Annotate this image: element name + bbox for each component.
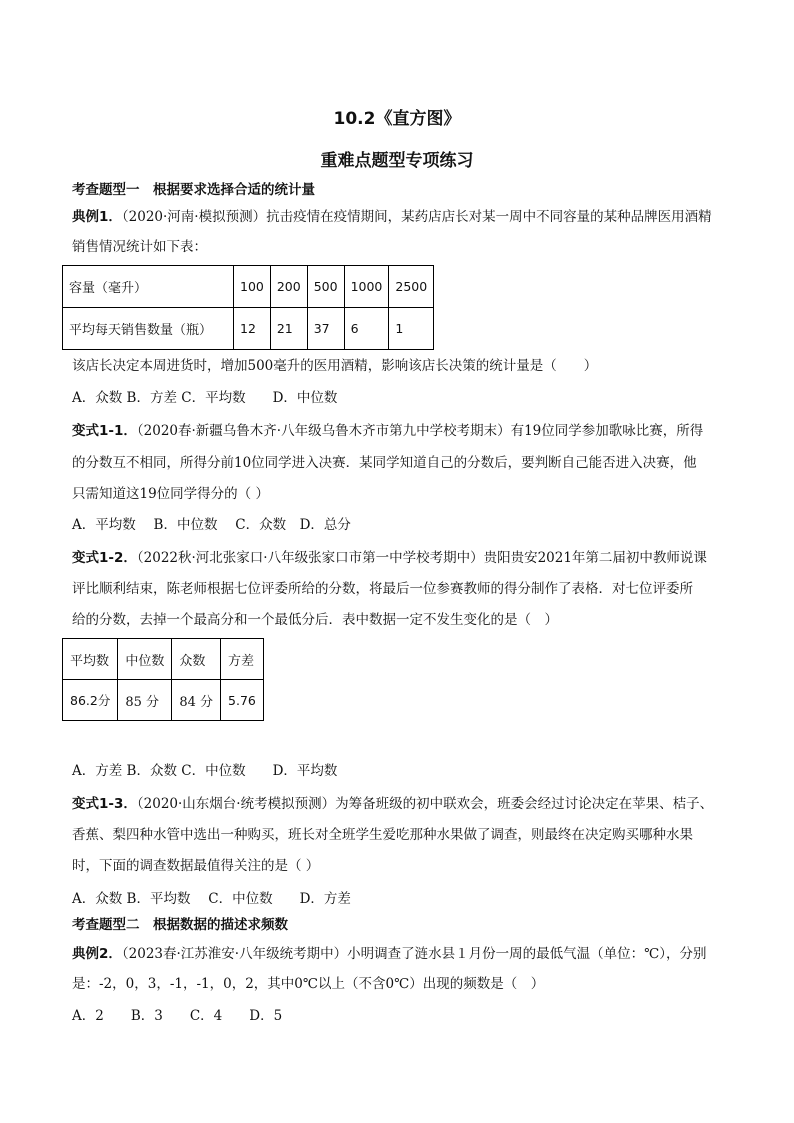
variant1-label: 变式1-1． xyxy=(72,423,137,439)
sales-table xyxy=(62,265,434,350)
section2-heading: 考查题型二 根据数据的描述求频数 xyxy=(72,917,288,933)
page-title: 10.2《直方图》 xyxy=(333,109,461,129)
variant1-line1 xyxy=(72,422,732,440)
variant3-line3: 时，下面的调查数据最值得关注的是（ ） xyxy=(72,858,320,874)
table-cell: 1000 xyxy=(344,266,389,308)
table-cell: 12 xyxy=(234,308,271,350)
variant2-line2: 评比顺利结束，陈老师根据七位评委所给的分数，将最后一位参赛教师的得分制作了表格．对七位评委所 xyxy=(72,581,693,597)
table-cell: 5.76 xyxy=(221,680,264,721)
section1-heading: 考查题型一 根据要求选择合适的统计量 xyxy=(72,182,315,198)
table-cell: 平均数 xyxy=(63,639,118,680)
table-cell: 容量（毫升） xyxy=(63,266,234,308)
table-cell: 37 xyxy=(307,308,344,350)
page-subtitle: 重难点题型专项练习 xyxy=(320,151,474,171)
variant3-text1: （2020·山东烟台·统考模拟预测）为筹备班级的初中联欢会，班委会经过讨论决定在苹果、桔子、 xyxy=(136,796,714,812)
table-cell: 1 xyxy=(389,308,434,350)
example2-options: A．2 B．3 C．4 D．5 xyxy=(72,1008,283,1024)
example1-options: A．众数 B．方差 C．平均数 D．中位数 xyxy=(72,390,338,406)
example2-line1 xyxy=(72,945,732,963)
table-cell: 众数 xyxy=(172,639,221,680)
table-cell: 85 分 xyxy=(118,680,172,721)
variant3-label: 变式1-3． xyxy=(72,796,137,812)
stats-table xyxy=(62,638,264,721)
variant1-options: A．平均数 B．中位数 C．众数 D．总分 xyxy=(72,517,351,533)
table-cell: 平均每天销售数量（瓶） xyxy=(63,308,234,350)
table-row xyxy=(63,680,264,721)
example2-label: 典例2． xyxy=(72,946,122,962)
variant2-text1: （2022秋·河北张家口·八年级张家口市第一中学校考期中）贵阳贵安2021年第二届初中教师说课 xyxy=(136,550,707,566)
example2-line2: 是：-2，0，3，-1，-1，0，2，其中0℃以上（不含0℃）出现的频数是（ ） xyxy=(72,976,545,992)
example2-text1: （2023春·江苏淮安·八年级统考期中）小明调查了涟水县１月份一周的最低气温（单位：℃），分别 xyxy=(121,946,707,962)
table-cell: 200 xyxy=(270,266,307,308)
table-cell: 6 xyxy=(344,308,389,350)
example1-line1 xyxy=(72,208,732,226)
variant2-options: A．方差 B．众数 C．中位数 D．平均数 xyxy=(72,763,338,779)
variant3-options: A．众数 B．平均数 C．中位数 D．方差 xyxy=(72,891,351,907)
variant2-label: 变式1-2． xyxy=(72,550,137,566)
table-cell: 21 xyxy=(270,308,307,350)
table-row xyxy=(63,639,264,680)
table-cell: 500 xyxy=(307,266,344,308)
variant2-line3: 给的分数，去掉一个最高分和一个最低分后．表中数据一定不发生变化的是（ ） xyxy=(72,612,558,628)
table-row xyxy=(63,266,434,308)
table-cell: 86.2分 xyxy=(63,680,118,721)
example1-line2: 销售情况统计如下表： xyxy=(72,239,207,255)
table-cell: 中位数 xyxy=(118,639,172,680)
example1-label: 典例1． xyxy=(72,209,122,225)
example1-text1: （2020·河南·模拟预测）抗击疫情在疫情期间，某药店店长对某一周中不同容量的某种品牌医用酒精 xyxy=(121,209,712,225)
example1-question: 该店长决定本周进货时，增加500毫升的医用酒精，影响该店长决策的统计量是（ ） xyxy=(72,358,598,374)
table-cell: 100 xyxy=(234,266,271,308)
variant1-text1: （2020春·新疆乌鲁木齐·八年级乌鲁木齐市第九中学校考期末）有19位同学参加歌咏比赛，所得 xyxy=(136,423,704,439)
variant3-line2: 香蕉、梨四种水管中选出一种购买，班长对全班学生爱吃那种水果做了调查，则最终在决定购买哪种水果 xyxy=(72,827,693,843)
variant3-line1 xyxy=(72,795,732,813)
table-cell: 84 分 xyxy=(172,680,221,721)
variant1-line3: 只需知道这19位同学得分的（ ） xyxy=(72,486,269,502)
table-cell: 方差 xyxy=(221,639,264,680)
table-row xyxy=(63,308,434,350)
table-cell: 2500 xyxy=(389,266,434,308)
variant2-line1 xyxy=(72,549,732,567)
variant1-line2: 的分数互不相同，所得分前10位同学进入决赛．某同学知道自己的分数后，要判断自己能否进入决赛，他 xyxy=(72,455,697,471)
